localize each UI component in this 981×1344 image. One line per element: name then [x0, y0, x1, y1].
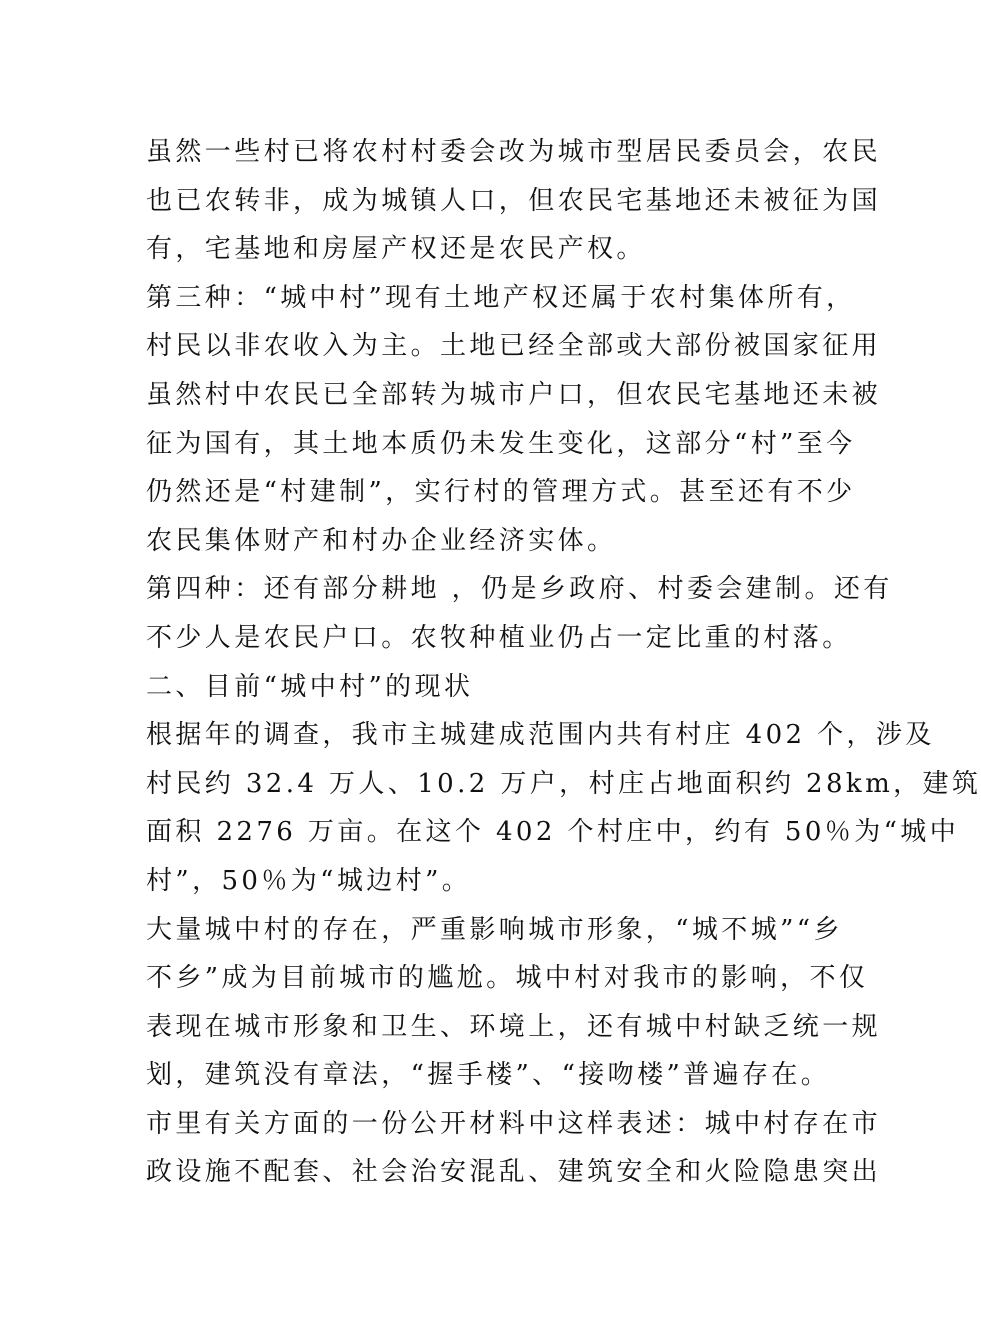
text-line: 政设施不配套、社会治安混乱、建筑安全和火险隐患突出	[146, 1157, 882, 1188]
text-line: 有，宅基地和房屋产权还是农民产权。	[146, 234, 646, 265]
text-line: 也已农转非，成为城镇人口，但农民宅基地还未被征为国	[146, 185, 882, 216]
text-line: 虽然一些村已将农村村委会改为城市型居民委员会，农民	[146, 137, 882, 167]
section-heading: 二、目前“城中村”的现状	[146, 671, 474, 702]
document-body	[146, 128, 981, 1197]
text-line: 表现在城市形象和卫生、环境上，还有城中村缺乏统一规	[146, 1011, 882, 1042]
text-line: 大量城中村的存在，严重影响城市形象，“城不城”“乡	[146, 914, 843, 945]
text-line: 村民约 32.4 万人、10.2 万户，村庄占地面积约 28km，建筑	[146, 768, 981, 799]
text-line: 面积 2276 万亩。在这个 402 个村庄中，约有 50％为“城中	[146, 817, 960, 848]
text-line: 划，建筑没有章法，“握手楼”、“接吻楼”普遍存在。	[146, 1060, 831, 1091]
text-line: 征为国有，其土地本质仍未发生变化，这部分“村”至今	[146, 428, 856, 459]
text-line: 村”，50％为“城边村”。	[146, 865, 472, 896]
section-line-type-3: 第三种：“城中村”现有土地产权还属于农村集体所有，	[146, 282, 856, 313]
text-line: 农民集体财产和村办企业经济实体。	[146, 525, 617, 556]
text-line: 不少人是农民户口。农牧种植业仍占一定比重的村落。	[146, 622, 852, 653]
text-line: 根据年的调查，我市主城建成范围内共有村庄 402 个，涉及	[146, 720, 935, 751]
text-line: 仍然还是“村建制”，实行村的管理方式。甚至还有不少	[146, 477, 856, 508]
text-line: 市里有关方面的一份公开材料中这样表述：城中村存在市	[146, 1108, 882, 1139]
text-line: 虽然村中农民已全部转为城市户口，但农民宅基地还未被	[146, 379, 882, 410]
text-line: 不乡”成为目前城市的尴尬。城中村对我市的影响，不仅	[146, 963, 869, 994]
text-line: 村民以非农收入为主。土地已经全部或大部份被国家征用	[146, 331, 882, 362]
section-line-type-4: 第四种：还有部分耕地 ，仍是乡政府、村委会建制。还有	[146, 574, 893, 605]
